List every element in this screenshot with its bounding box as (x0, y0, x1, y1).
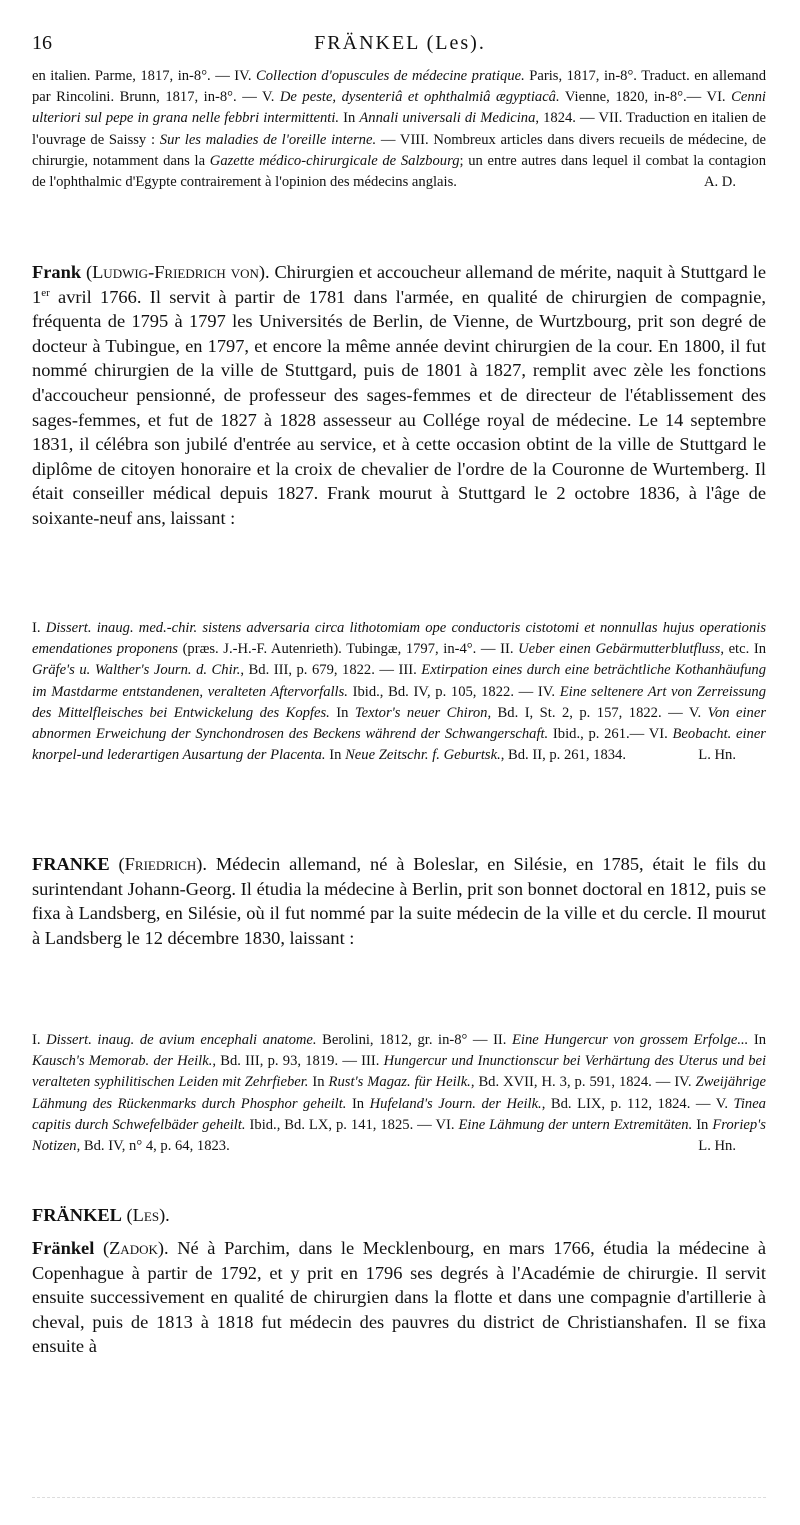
text-run: ). (159, 1205, 170, 1225)
text-run: ( (109, 854, 125, 874)
text-run: Fränkel (32, 1238, 95, 1258)
text-run: , Bd. I, St. 2, p. 157, 1822. — V. (487, 704, 708, 721)
text-run: Ibid., Bd. LX, p. 141, 1825. — VI. (245, 1116, 459, 1133)
author-signature: L. Hn. (698, 1138, 736, 1155)
text-run: ). Médecin allemand, né à Boleslar, en Silésie, en 1785, était le fils du surintendant Johann-Georg. Il étudia la médecine à Berlin, prit son bonnet doctoral en 1812, puis se fixa à Landsberg, en Silésie, où il fut nommé par la suite médecin de la ville et du cercle. Il mourut à Landsberg le 12 décembre 1830, laissant : (32, 854, 766, 948)
text-run: en italien. Parme, 1817, in-8°. — IV. (32, 68, 256, 84)
text-run: avril 1766. Il servit à partir de 1781 dans l'armée, en qualité de chirurgien de compagnie, fréquenta de 1795 à 1797 les Universités de Berlin, de Vienne, de Wurtzbourg, prit son degré de docteur à Tubingue, en 1797, et encore la même année devint chirurgien de la cour. En 1800, il fut nommé chirurgien de la ville de Stuttgard, puis de 1801 à 1827, remplit avec zèle les fonctions d'accoucheur pensionné, de professeur des sages-femmes et de directeur de l'établissement des sages-femmes, et fut de 1827 à 1828 assesseur au Collége royal de médecine. Le 14 septembre 1831, il célébra son jubilé d'entrée au service, et à cette occasion obtint de la ville de Stuttgard le diplôme de citoyen honoraire et la croix de chevalier de l'ordre de la Couronne de Wurtemberg. Il était conseiller médical depuis 1827. Frank mourut à Stuttgard le 2 octobre 1836, à l'âge de soixante-neuf ans, laissant : (32, 286, 766, 528)
paragraph-franke-works (32, 1030, 766, 1157)
italic-title: Eine seltenere Art von Zerreissung des Mittelfleisches bei Entwickelung des Kopfes. (32, 683, 766, 721)
italic-title: Eine Hungercur von grossem Erfolge... (511, 1032, 749, 1048)
text-run: In (329, 704, 355, 721)
text-run: Paris, 1817, in-8°. Traduct. en allemand par Rincolini. Brunn, 1817, in-8°. — V. (32, 68, 766, 106)
text-run: ; un entre autres dans lequel il combat la contagion de l'ophthalmic d'Egypte contrairement à l'opinion des médecins anglais. (32, 152, 766, 191)
italic-title: Kausch's Memorab. der Heilk. (32, 1053, 213, 1070)
text-run: ). Chirurgien et accoucheur allemand de mérite, naquit à Stuttgard le 1 (32, 262, 766, 307)
italic-title: Textor's neuer Chiron (354, 704, 488, 721)
text-run: , Bd. IV, n° 4, p. 64, 1823. (76, 1138, 230, 1155)
text-run: Ibid., p. 261.— VI. (548, 726, 673, 743)
page-header (32, 32, 768, 60)
italic-title: Von einer abnormen Erweichung der Synchondrosen des Beckens während der Schwangerschaft. (32, 704, 766, 743)
paragraph-frankel-zadok-biography (32, 1236, 766, 1359)
text-run: , etc. In (720, 641, 767, 658)
italic-title: Tinea capitis durch Schwefelbäder geheilt. (32, 1095, 766, 1133)
text-run: Les (132, 1205, 160, 1225)
text-run: er (41, 286, 50, 299)
running-title: FRÄNKEL (Les). (314, 32, 486, 54)
text-run: In (346, 1095, 370, 1112)
italic-title: De peste, dysenteriâ et ophthalmiâ ægyptiacâ. (279, 89, 560, 106)
italic-title: Eine Lähmung der untern Extremitäten. (458, 1116, 693, 1133)
text-run: Ludwig-Friedrich von (92, 262, 259, 282)
italic-title: Ueber einen Gebärmutterblutfluss (518, 641, 721, 658)
text-run: I. (32, 1032, 47, 1048)
text-run: Berolini, 1812, gr. in-8° — II. (316, 1032, 512, 1048)
text-run: FRÄNKEL (32, 1205, 122, 1225)
paragraph-continuation (32, 66, 766, 193)
text-run: ( (81, 262, 93, 282)
italic-title: Gazette médico-chirurgicale de Salzbourg (209, 152, 460, 169)
italic-title: Dissert. inaug. de avium encephali anatome. (46, 1032, 317, 1048)
italic-title: Hufeland's Journ. der Heilk. (369, 1095, 542, 1112)
text-run: I. (32, 620, 46, 636)
paragraph-franke-biography (32, 852, 766, 950)
text-run: Zadok (109, 1238, 158, 1258)
text-run: In (748, 1032, 766, 1048)
italic-title: Sur les maladies de l'oreille interne. (159, 131, 377, 148)
text-run: , Bd. II, p. 261, 1834. (500, 747, 626, 764)
italic-title: Cenni ulteriori sul pepe in grana nelle febbri intermittenti. (32, 89, 766, 127)
italic-title: Dissert. inaug. med.-chir. sistens adversaria circa lithotomiam ope conductoris cistotomi et nonnullas hujus operationis emendationes proponens (32, 620, 766, 658)
text-run: In (308, 1074, 329, 1091)
text-run: — VIII. Nombreux articles dans divers recueils de médecine, de chirurgie, notamment dans la (32, 131, 766, 169)
text-run: , Bd. III, p. 679, 1822. — III. (240, 662, 422, 679)
text-run: , 1824. — VII. Traduction en italien de l'ouvrage de Saissy : (32, 110, 766, 148)
italic-title: Rust's Magaz. für Heilk. (328, 1074, 471, 1091)
text-run: Friedrich (124, 854, 197, 874)
italic-title: Annali universali di Medicina (359, 110, 536, 127)
text-run: ( (94, 1238, 110, 1258)
italic-title: Zweijährige Lähmung des Rückenmarks durch Phosphor geheilt. (32, 1074, 766, 1112)
author-signature: A. D. (703, 174, 736, 191)
text-run: Frank (32, 262, 82, 282)
italic-title: Neue Zeitschr. f. Geburtsk. (345, 747, 501, 764)
italic-title: Froriep's Notizen (32, 1116, 766, 1155)
paragraph-frank-works (32, 618, 766, 766)
page-number: 16 (32, 32, 52, 54)
text-run: Vienne, 1820, in-8°.— VI. (559, 89, 732, 106)
text-run: , Bd. XVII, H. 3, p. 591, 1824. — IV. (470, 1074, 696, 1091)
page-bottom-rule (32, 1497, 766, 1501)
text-run: ). Né à Parchim, dans le Mecklenbourg, en mars 1766, étudia la médecine à Copenhague à partir de 1792, et y prit en 1796 ses degrés à l'Académie de chirurgie. Il servit ensuite successivement en qualité de chirurgien dans la flotte et dans une compagnie d'artillerie à cheval, puis de 1813 à 1818 fut médecin des pauvres du district de Christianshafen. Il se fixa ensuite à (32, 1238, 766, 1357)
text-run: ( (121, 1205, 133, 1225)
text-run: FRANKE (32, 854, 110, 874)
text-run: , Bd. LIX, p. 112, 1824. — V. (541, 1095, 734, 1112)
italic-title: Extirpation eines durch eine beträchtliche Kothanhäufung im Mastdarme entstandenen, veralteten Aftervorfalls. (32, 662, 767, 700)
paragraph-frank-biography (32, 260, 766, 531)
italic-title: Collection d'opuscules de médecine pratique. (255, 68, 525, 84)
text-run: , Bd. III, p. 93, 1819. — III. (212, 1053, 384, 1070)
text-run: Ibid., Bd. IV, p. 105, 1822. — IV. (347, 683, 560, 700)
italic-title: Gräfe's u. Walther's Journ. d. Chir. (32, 662, 241, 679)
text-run: (præs. J.-H.-F. Autenrieth). Tubingæ, 1797, in-4°. — II. (177, 641, 519, 658)
text-run: In (339, 110, 360, 127)
text-run: In (325, 747, 346, 764)
italic-title: Beobacht. einer knorpel-und lederartigen Ausartung der Placenta. (32, 726, 766, 764)
section-heading-frankel (32, 1203, 766, 1228)
text-run: In (692, 1116, 713, 1133)
italic-title: Hungercur und Inunctionscur bei Verhärtung des Uterus und bei veralteten syphilitischen Leiden mit Zehrfieber. (32, 1053, 767, 1091)
author-signature: L. Hn. (698, 747, 736, 764)
